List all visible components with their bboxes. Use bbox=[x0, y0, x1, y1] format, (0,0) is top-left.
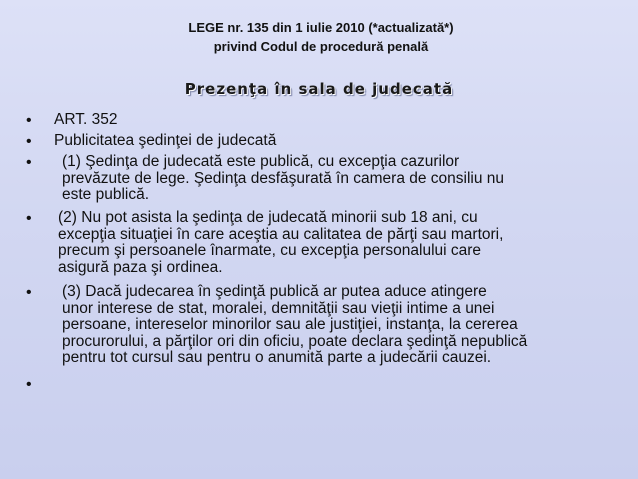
law-subtitle: privind Codul de procedură penală bbox=[213, 39, 429, 54]
list-item: ART. 352 bbox=[54, 111, 118, 128]
bullet-marker: • bbox=[26, 154, 32, 171]
law-title: LEGE nr. 135 din 1 iulie 2010 (*actualizată*) bbox=[188, 20, 454, 35]
bullet-marker: • bbox=[26, 284, 32, 301]
list-item: (3) Dacă judecarea în şedinţă publică ar putea aduce atingere unor interese de stat, moralei, demnităţii sau vieţii intime a unei persoane, intereselor minorilor sau ale justiţiei, instanţa, la cererea procurorului, a părţilor ori din oficiu, poate declara şedinţă nepublică pentru tot cursul sau pentru o anumită parte a judecării cauzei. bbox=[62, 283, 528, 366]
list-item: (2) Nu pot asista la şedinţa de judecată minorii sub 18 ani, cu excepţia situaţiei în care aceştia au calitatea de părţi sau martori, precum şi persoanele înarmate, cu excepţia personalului care asigură paza şi ordinea. bbox=[58, 209, 504, 276]
bullet-marker: • bbox=[26, 112, 32, 129]
list-item: (1) Şedinţa de judecată este publică, cu excepţia cazurilor prevăzute de lege. Şedinţa desfăşurată în camera de consiliu nu este publică. bbox=[62, 153, 505, 203]
bullet-marker: • bbox=[26, 133, 32, 150]
bullet-marker: • bbox=[26, 376, 32, 393]
section-title: Prezenţa în sala de judecată bbox=[184, 80, 454, 98]
bullet-marker: • bbox=[26, 210, 32, 227]
list-item: Publicitatea şedinţei de judecată bbox=[54, 132, 277, 149]
